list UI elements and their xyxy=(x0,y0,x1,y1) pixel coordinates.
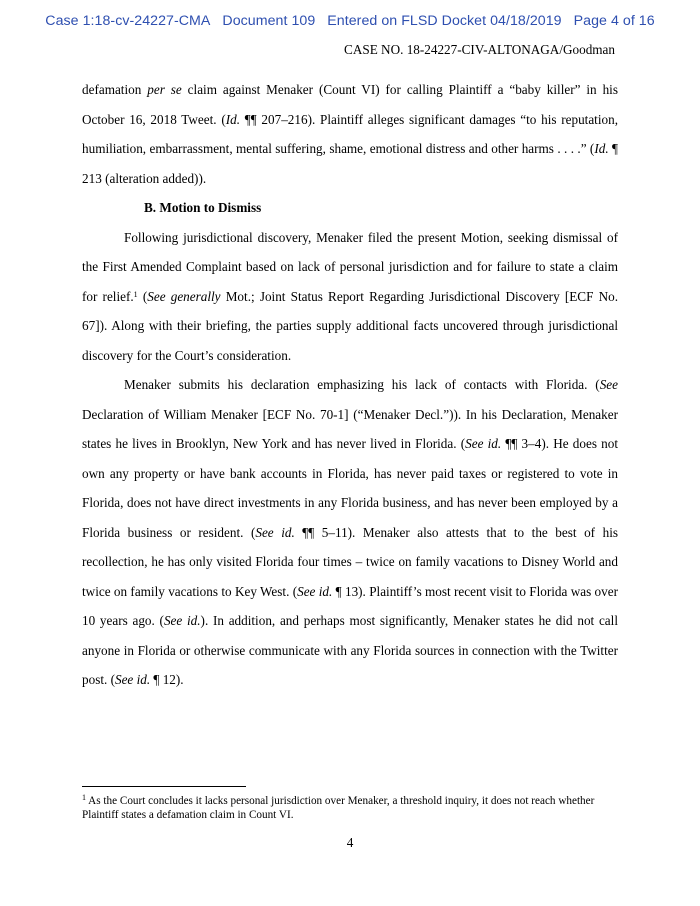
paragraph-defamation-claim xyxy=(82,75,618,193)
footnote-divider xyxy=(82,786,246,787)
document-body xyxy=(82,75,618,695)
text-run: claim against Menaker (Count VI) for calling Plaintiff a “baby killer” in his October 16, 2018 Tweet. ( xyxy=(82,82,618,127)
citation-italic: Id. xyxy=(225,111,241,127)
text-run: ¶¶ 5–11). Menaker also attests that to the best of his recollection, he has only visited Florida four times – twice on family vacations to Disney World and twice on family vacations to Key West. ( xyxy=(82,524,618,599)
footnote-reference[interactable]: 1 xyxy=(133,289,138,299)
text-run: defamation xyxy=(82,82,148,97)
citation-italic: See xyxy=(599,377,618,392)
text-run: ( xyxy=(137,288,148,304)
citation-italic: Id. xyxy=(594,141,609,156)
text-run: ¶ 13). Plaintiff’s most recent visit to Florida was over 10 years ago. ( xyxy=(82,583,618,628)
citation-italic: See id. xyxy=(114,672,151,687)
docket-page-count: Page 4 of 16 xyxy=(573,13,655,29)
citation-italic: See id. xyxy=(163,613,201,628)
citation-italic: See id. xyxy=(297,583,333,599)
italic-run: per se xyxy=(147,82,182,97)
docket-header xyxy=(0,13,700,29)
paragraph-jurisdictional-discovery xyxy=(82,223,618,371)
citation-italic: See generally xyxy=(147,288,221,304)
citation-italic: See id. xyxy=(255,524,295,540)
text-run: Mot.; Joint Status Report Regarding Jurisdictional Discovery [ECF No. 67]). Along with their briefing, the parties supply additional facts uncovered through jurisdictional discovery for the Court’s consideration. xyxy=(82,288,618,363)
footnote-text: As the Court concludes it lacks personal jurisdiction over Menaker, a threshold inquiry, it does not reach whether Plaintiff states a defamation claim in Count VI. xyxy=(82,795,595,821)
docket-case-number: Case 1:18-cv-24227-CMA xyxy=(45,13,211,29)
paragraph-menaker-declaration xyxy=(82,370,618,695)
text-run: Following jurisdictional discovery, Menaker filed the present Motion, seeking dismissal of the First Amended Complaint based on lack of personal jurisdiction and for failure to state a claim for relief. xyxy=(82,229,618,304)
section-heading-motion-to-dismiss: B. Motion to Dismiss xyxy=(144,200,262,215)
text-run: ). In addition, and perhaps most significantly, Menaker states he did not call anyone in Florida or otherwise communicate with any Florida sources in connection with the Twitter post. ( xyxy=(82,613,618,687)
text-run: ¶¶ 207–216). Plaintiff alleges significant damages “to his reputation, humiliation, embarrassment, mental suffering, shame, emotional distress and other harms . . . .” ( xyxy=(82,111,618,156)
citation-italic: See id. xyxy=(465,436,502,451)
docket-entered-date: Entered on FLSD Docket 04/18/2019 xyxy=(327,13,562,29)
page-number: 4 xyxy=(346,835,354,850)
footnote-1 xyxy=(82,794,618,822)
footnote-marker: 1 xyxy=(82,793,86,802)
case-number-caption: CASE NO. 18-24227-CIV-ALTONAGA/Goodman xyxy=(344,42,615,57)
docket-document-number: Document 109 xyxy=(222,13,316,29)
text-run: ¶ 213 (alteration added)). xyxy=(82,141,618,186)
text-run: ¶¶ 3–4). He does not own any property or have bank accounts in Florida, has never paid taxes or registered to vote in Florida, does not have direct investments in any Florida business, and has never been employed by a Florida business or resident. ( xyxy=(82,436,619,540)
text-run: ¶ 12). xyxy=(150,672,184,687)
text-run: Menaker submits his declaration emphasizing his lack of contacts with Florida. ( xyxy=(124,377,600,392)
text-run: Declaration of William Menaker [ECF No. 70-1] (“Menaker Decl.”)). In his Declaration, Menaker states he lives in Brooklyn, New York and has never lived in Florida. ( xyxy=(82,406,618,451)
